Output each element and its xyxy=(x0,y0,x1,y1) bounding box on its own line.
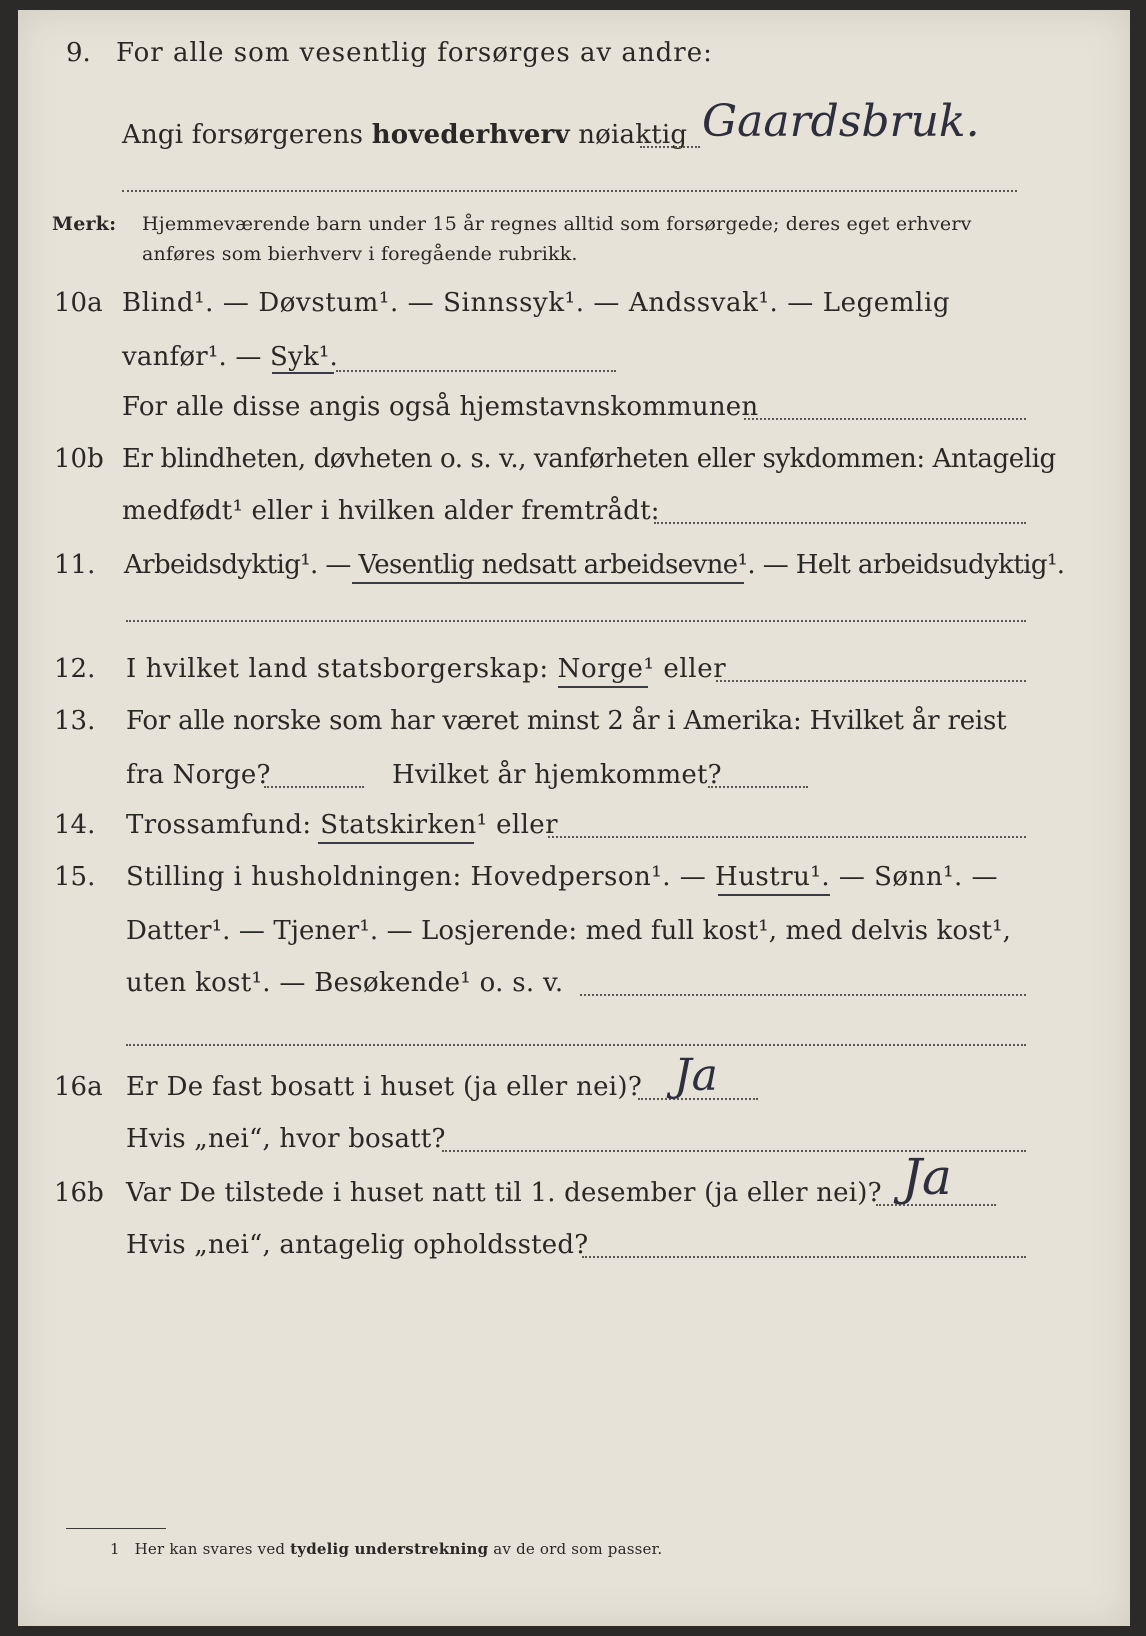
form-page xyxy=(18,10,1130,1626)
q12-number: 12. xyxy=(54,654,96,684)
q16b-line2-dots xyxy=(582,1256,1026,1258)
q13-line2-b: Hvilket år hjemkommet? xyxy=(392,760,722,790)
q16b-number: 16b xyxy=(54,1178,104,1208)
q11-extra-dots xyxy=(126,620,1026,622)
q12-norge-underline xyxy=(558,686,648,688)
q14-dots xyxy=(548,836,1026,838)
q10a-line2-dots xyxy=(336,370,616,372)
q14-statskirken-underline xyxy=(318,842,474,844)
q16b-line1: Var De tilstede i huset natt til 1. desember (ja eller nei)? xyxy=(126,1178,882,1208)
q9-number: 9. xyxy=(66,38,91,68)
q16a-number: 16a xyxy=(54,1072,103,1102)
q16a-answer-handwritten: Ja xyxy=(674,1050,718,1101)
footnote-text-a: Her kan svares ved xyxy=(134,1540,286,1558)
merk-line1: Hjemmeværende barn under 15 år regnes alltid som forsørgede; deres eget erhverv xyxy=(142,213,972,235)
q15-line3: uten kost¹. — Besøkende¹ o. s. v. xyxy=(126,968,564,998)
footnote-rule xyxy=(66,1528,166,1529)
q9-answer-dots xyxy=(640,146,700,148)
q15-line3-dots xyxy=(580,994,1026,996)
q10a-number: 10a xyxy=(54,288,103,318)
q11-line1: Arbeidsdyktig¹. — Vesentlig nedsatt arbeidsevne¹. — Helt arbeidsudyktig¹. xyxy=(124,550,1065,580)
q13-number: 13. xyxy=(54,706,96,736)
q13-hjemkommet-dots xyxy=(708,786,808,788)
q13-line1: For alle norske som har været minst 2 år i Amerika: Hvilket år reist xyxy=(126,706,1007,736)
q9-line2-c: nøiaktig xyxy=(578,120,688,150)
q13-reist-dots xyxy=(264,786,364,788)
q9-line2 xyxy=(122,120,687,150)
merk-label: Merk: xyxy=(52,213,117,235)
q16a-line1: Er De fast bosatt i huset (ja eller nei)? xyxy=(126,1072,643,1102)
q16b-answer-handwritten: Ja xyxy=(902,1148,952,1206)
q10a-line3: For alle disse angis også hjemstavnskommunen xyxy=(122,392,759,422)
q9-line2-a: Angi forsørgerens xyxy=(122,120,364,150)
q12-dots xyxy=(716,680,1026,682)
q10a-line2: vanfør¹. — Syk¹. xyxy=(122,342,338,372)
q10b-line2: medfødt¹ eller i hvilken alder fremtrådt: xyxy=(122,496,660,526)
q15-line2: Datter¹. — Tjener¹. — Losjerende: med full kost¹, med delvis kost¹, xyxy=(126,916,1012,946)
q16b-line2: Hvis „nei“, antagelig opholdssted? xyxy=(126,1230,589,1260)
q14-number: 14. xyxy=(54,810,96,840)
q10a-syk-underline xyxy=(272,372,334,374)
q13-line2-a: fra Norge? xyxy=(126,760,271,790)
q10b-number: 10b xyxy=(54,444,104,474)
footnote-mark: 1 xyxy=(110,1540,120,1558)
q16a-line2: Hvis „nei“, hvor bosatt? xyxy=(126,1124,446,1154)
q15-hustru-underline xyxy=(718,894,830,896)
q15-extra-dots xyxy=(126,1044,1026,1046)
q11-vesentlig-underline xyxy=(352,582,744,584)
q14-line1: Trossamfund: Statskirken¹ eller xyxy=(126,810,558,840)
q9-line2-b: hovederhverv xyxy=(371,120,570,150)
footnote-text-b: tydelig understrekning xyxy=(290,1540,489,1558)
q15-line1: Stilling i husholdningen: Hovedperson¹. — Hustru¹. — Sønn¹. — xyxy=(126,862,999,892)
q15-number: 15. xyxy=(54,862,96,892)
q9-line1: For alle som vesentlig forsørges av andre: xyxy=(116,38,713,68)
q9-extra-dots xyxy=(122,190,1017,192)
q11-number: 11. xyxy=(54,550,96,580)
q10a-line1: Blind¹. — Døvstum¹. — Sinnssyk¹. — Andssvak¹. — Legemlig xyxy=(122,288,951,318)
footnote xyxy=(110,1540,662,1558)
q10b-line2-dots xyxy=(654,522,1026,524)
q10a-line3-dots xyxy=(744,418,1026,420)
q12-line1: I hvilket land statsborgerskap: Norge¹ eller xyxy=(126,654,727,684)
q9-answer-handwritten: Gaardsbruk. xyxy=(702,96,980,147)
footnote-text-c: av de ord som passer. xyxy=(493,1540,663,1558)
merk-line2: anføres som bierhverv i foregående rubrikk. xyxy=(142,243,578,265)
q10b-line1: Er blindheten, døvheten o. s. v., vanførheten eller sykdommen: Antagelig xyxy=(122,444,1056,474)
